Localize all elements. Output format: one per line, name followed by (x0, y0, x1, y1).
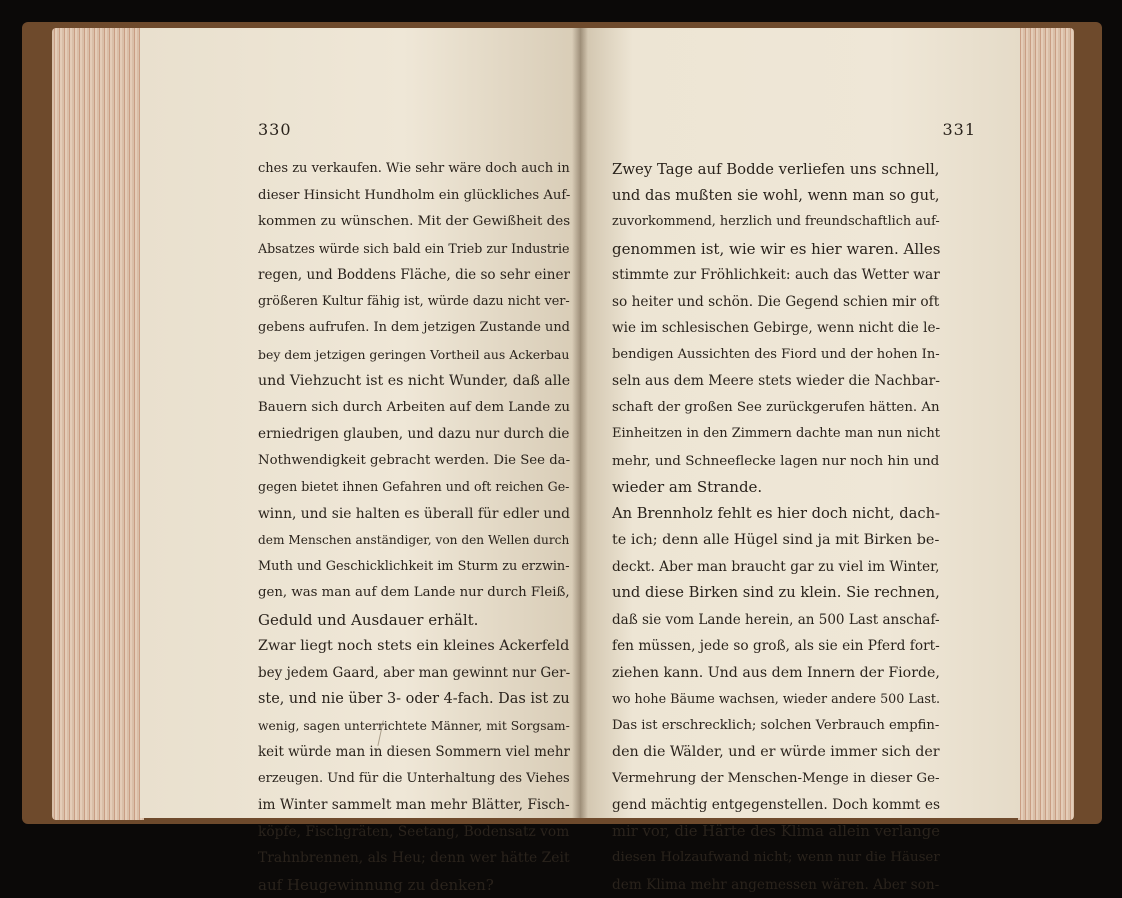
text-line: Geduld und Ausdauer erhält. (258, 607, 570, 634)
text-line: ziehen kann. Und aus dem Innern der Fiorde, (612, 660, 940, 687)
text-line: daß sie vom Lande herein, an 500 Last anschaf- (612, 607, 940, 634)
left-page (140, 28, 580, 818)
text-line: wenig, sagen unterrichtete Männer, mit Sorgsam- (258, 713, 570, 740)
text-line: Zwey Tage auf Bodde verliefen uns schnell, (612, 156, 940, 183)
right-page-text (612, 156, 940, 898)
text-line: kommen zu wünschen. Mit der Gewißheit des (258, 209, 570, 236)
text-line: Nothwendigkeit gebracht werden. Die See da- (258, 448, 570, 475)
text-line: dem Menschen anständiger, von den Wellen durch (258, 527, 570, 554)
text-line: so heiter und schön. Die Gegend schien mir oft (612, 289, 940, 316)
text-line: dieser Hinsicht Hundholm ein glückliches Auf- (258, 183, 570, 210)
left-page-number: 330 (258, 120, 292, 139)
text-line: zuvorkommend, herzlich und freundschaftlich auf- (612, 209, 940, 236)
text-line: Einheitzen in den Zimmern dachte man nun nicht (612, 421, 940, 448)
text-line: Vermehrung der Menschen-Menge in dieser Ge- (612, 766, 940, 793)
text-line: gend mächtig entgegenstellen. Doch kommt es (612, 792, 940, 819)
text-line: den die Wälder, und er würde immer sich der (612, 739, 940, 766)
left-page-edges (52, 28, 144, 820)
text-line: Trahnbrennen, als Heu; denn wer hätte Zeit (258, 845, 570, 872)
text-line: größeren Kultur fähig ist, würde dazu nicht ver- (258, 289, 570, 316)
text-line: wieder am Strande. (612, 474, 940, 501)
text-line: seln aus dem Meere stets wieder die Nachbar- (612, 368, 940, 395)
text-line: im Winter sammelt man mehr Blätter, Fisch- (258, 792, 570, 819)
text-line: regen, und Boddens Fläche, die so sehr einer (258, 262, 570, 289)
text-line: Zwar liegt noch stets ein kleines Ackerfeld (258, 633, 570, 660)
text-line: deckt. Aber man braucht gar zu viel im Winter, (612, 554, 940, 581)
text-line: mir vor, die Härte des Klima allein verlange (612, 819, 940, 846)
text-line: und diese Birken sind zu klein. Sie rechnen, (612, 580, 940, 607)
right-page (580, 28, 1020, 818)
text-line: und Viehzucht ist es nicht Wunder, daß alle (258, 368, 570, 395)
text-line: wo hohe Bäume wachsen, wieder andere 500 Last. (612, 686, 940, 713)
text-line: Bauern sich durch Arbeiten auf dem Lande zu (258, 395, 570, 422)
text-line: bey dem jetzigen geringen Vortheil aus Ackerbau (258, 342, 570, 369)
text-line: und das mußten sie wohl, wenn man so gut, (612, 183, 940, 210)
text-line: ches zu verkaufen. Wie sehr wäre doch auch in (258, 156, 570, 183)
text-line: köpfe, Fischgräten, Seetang, Bodensatz vom (258, 819, 570, 846)
left-page-text (258, 156, 570, 898)
text-line: ste, und nie über 3- oder 4-fach. Das ist zu (258, 686, 570, 713)
text-line: An Brennholz fehlt es hier doch nicht, dach- (612, 501, 940, 528)
text-line: gen, was man auf dem Lande nur durch Fleiß, (258, 580, 570, 607)
text-line: Absatzes würde sich bald ein Trieb zur Industrie (258, 236, 570, 263)
text-line: winn, und sie halten es überall für edler und (258, 501, 570, 528)
text-line: genommen ist, wie wir es hier waren. Alles (612, 236, 940, 263)
text-line: stimmte zur Fröhlichkeit: auch das Wetter war (612, 262, 940, 289)
text-line: diesen Holzaufwand nicht; wenn nur die Häuser (612, 845, 940, 872)
text-line: erzeugen. Und für die Unterhaltung des Viehes (258, 766, 570, 793)
book-gutter (572, 28, 588, 818)
text-line: fen müssen, jede so groß, als sie ein Pferd fort- (612, 633, 940, 660)
text-line: dem Klima mehr angemessen wären. Aber son- (612, 872, 940, 898)
text-line: keit würde man in diesen Sommern viel mehr (258, 739, 570, 766)
text-line: gebens aufrufen. In dem jetzigen Zustande und (258, 315, 570, 342)
right-page-edges (1018, 28, 1074, 820)
text-line: Das ist erschrecklich; solchen Verbrauch empfin- (612, 713, 940, 740)
text-line: bendigen Aussichten des Fiord und der hohen In- (612, 342, 940, 369)
text-line: bey jedem Gaard, aber man gewinnt nur Ger- (258, 660, 570, 687)
text-line: Muth und Geschicklichkeit im Sturm zu erzwin- (258, 554, 570, 581)
right-page-number: 331 (942, 120, 976, 139)
text-line: gegen bietet ihnen Gefahren und oft reichen Ge- (258, 474, 570, 501)
text-line: wie im schlesischen Gebirge, wenn nicht die le- (612, 315, 940, 342)
text-line: te ich; denn alle Hügel sind ja mit Birken be- (612, 527, 940, 554)
text-line: schaft der großen See zurückgerufen hätten. An (612, 395, 940, 422)
text-line: auf Heugewinnung zu denken? (258, 872, 570, 898)
text-line: erniedrigen glauben, und dazu nur durch die (258, 421, 570, 448)
text-line: mehr, und Schneeflecke lagen nur noch hin und (612, 448, 940, 475)
